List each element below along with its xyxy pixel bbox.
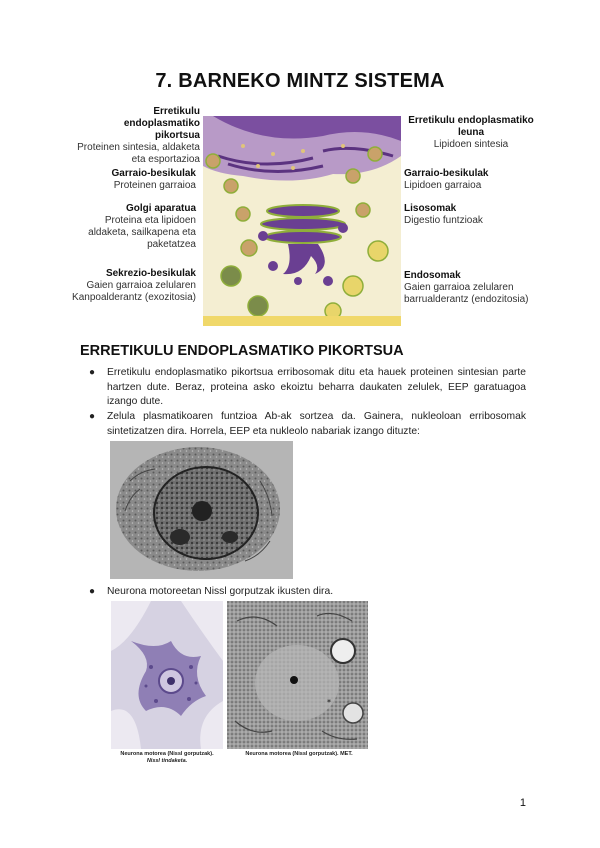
page-title: 7. BARNEKO MINTZ SISTEMA (155, 70, 445, 92)
plasma-cell-micrograph (110, 441, 293, 579)
label-lysosomes: Lisosomak Digestio funtzioak (404, 203, 483, 226)
label-transport-vesicles-left: Garraio-besikulak Proteinen garraioa (111, 168, 196, 191)
svg-text:*: * (327, 698, 331, 707)
caption-nissl-stain: Neurona motorea (Nissl gorputzak). Nissl tindaketa. (120, 751, 214, 764)
label-ser: Erretikulu endoplasmatiko leuna Lipidoen sintesia (408, 115, 534, 150)
label-endosomes: Endosomak Gaien garraioa zelularen barrualderantz (endozitosia) (404, 270, 529, 305)
bullet-item: ● Erretikulu endoplasmatiko pikortsua erribosomak ditu eta hauek proteinen sintesian parte hartzen dute. Beraz, proteina asko ekoiztu beharra daukaten zelulek, EEP garatuagoa izango dute. (89, 367, 526, 407)
bullet-item: ● Zelula plasmatikoaren funtzioa Ab-ak sortzea da. Gainera, nukleoloan erribosomak sintetizatzen dira. Horrela, EEP eta nukleolo nabariak izango dituzte: (89, 411, 526, 437)
label-golgi: Golgi aparatua Proteina eta lipidoen aldaketa, sailkapena eta paketatzea (88, 203, 196, 250)
label-transport-vesicles-right: Garraio-besikulak Lipidoen garraioa (404, 168, 489, 191)
label-secretory-vesicles: Sekrezio-besikulak Gaien garraioa zelularen Kanpoalderantz (exozitosia) (72, 268, 196, 303)
nissl-stain-micrograph (111, 601, 223, 749)
endomembrane-illustration (203, 116, 401, 326)
bullet-item: ● Neurona motoreetan Nissl gorputzak ikusten dira. (89, 586, 334, 597)
caption-nissl-em: Neurona motorea (Nissl gorputzak). MET. (245, 751, 353, 757)
label-rer: Erretikulu endoplasmatiko pikortsua Proteinen sintesia, aldaketa eta esportazioa (77, 106, 200, 165)
page-number: 1 (519, 797, 526, 809)
nissl-em-micrograph (227, 601, 368, 749)
section-heading: ERRETIKULU ENDOPLASMATIKO PIKORTSUA (80, 343, 404, 359)
